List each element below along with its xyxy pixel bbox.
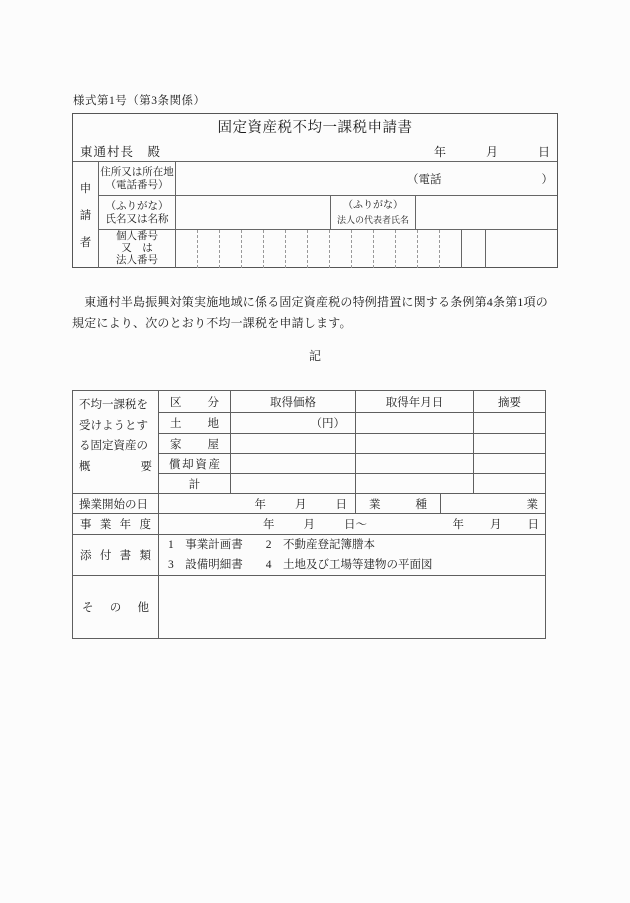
rep-name-input-area[interactable]: [416, 196, 557, 229]
total-date-cell[interactable]: [356, 474, 474, 494]
addressee-row: [73, 141, 557, 161]
digit-cell-12[interactable]: [418, 230, 440, 268]
date-year-label[interactable]: 年: [433, 144, 446, 159]
number-label-line1: 個人番号: [116, 231, 158, 242]
applicant-char-1: 申: [79, 183, 92, 195]
digit-cell-4[interactable]: [242, 230, 264, 268]
overview-label-cell: [73, 391, 159, 494]
form-title: 固定資産税不均一課税申請書: [217, 120, 413, 136]
overview-line1: 不均一課税を: [79, 399, 148, 411]
statement-line2: 規定により、次のとおり不均一課税を申請します。: [72, 316, 352, 330]
house-note-cell[interactable]: [474, 434, 546, 454]
business-year-label: 事業年度: [73, 514, 159, 535]
digit-cell-11[interactable]: [396, 230, 418, 268]
applicant-section: [73, 161, 557, 268]
form-number: 様式第1号（第3条関係）: [73, 95, 206, 107]
col-header-category: 区分: [159, 391, 231, 413]
other-input-cell[interactable]: [159, 576, 546, 639]
fy-from-group: [263, 516, 367, 532]
digit-cell-14[interactable]: [462, 230, 486, 268]
fy-from-year: 年: [263, 519, 275, 531]
attachments-line1: 1 事業計画書 2 不動産登記簿謄本: [168, 539, 375, 551]
digit-cell-9[interactable]: [352, 230, 374, 268]
fy-to-day: 日: [527, 519, 539, 531]
applicant-side-label: [73, 162, 99, 268]
house-price-cell[interactable]: [231, 434, 356, 454]
number-row: [99, 229, 557, 268]
op-year-label: 年: [254, 498, 266, 511]
address-label-line1: 住所又は所在地: [100, 166, 174, 178]
application-statement: [72, 292, 558, 334]
fy-from-day: 日～: [344, 519, 367, 531]
col-header-price: 取得価格: [231, 391, 356, 413]
attachments-row: [73, 535, 546, 576]
name-label: [99, 196, 176, 229]
asset-detail-table: [72, 390, 546, 639]
section-mark: 記: [308, 349, 321, 363]
name-row: [99, 195, 557, 229]
rep-name-label-text: 法人の代表者氏名: [336, 214, 409, 225]
house-date-cell[interactable]: [356, 434, 474, 454]
depreciable-date-cell[interactable]: [356, 454, 474, 474]
land-label: 土地: [159, 413, 231, 434]
industry-input-cell[interactable]: 業: [441, 494, 546, 514]
other-label: その他: [73, 576, 159, 639]
date-month-label[interactable]: 月: [485, 144, 498, 159]
col-header-date: 取得年月日: [356, 391, 474, 413]
business-year-cell[interactable]: [159, 514, 546, 535]
date-day-label[interactable]: 日: [537, 144, 550, 159]
op-day-label: 日: [335, 498, 347, 511]
total-price-cell[interactable]: [231, 474, 356, 494]
address-label-line2: （電話番号）: [105, 179, 169, 191]
business-year-row: [73, 514, 546, 535]
attachments-list: [159, 535, 546, 576]
operation-start-label: 操業開始の日: [73, 494, 159, 514]
furigana-label: （ふりがな）: [105, 200, 169, 212]
phone-close-paren: ）: [541, 173, 553, 186]
operation-start-date-cell[interactable]: [159, 494, 356, 514]
name-input-area[interactable]: [176, 196, 331, 229]
land-note-cell[interactable]: [474, 413, 546, 434]
rep-name-label: [331, 196, 416, 229]
number-label: [99, 230, 176, 268]
address-input-area[interactable]: [176, 162, 557, 195]
attachments-label: 添付書類: [73, 535, 159, 576]
date-fields: [434, 143, 557, 160]
fy-from-month: 月: [303, 519, 315, 531]
applicant-char-3: 者: [79, 237, 92, 249]
statement-line1: 東通村半島振興対策実施地域に係る固定資産税の特例措置に関する条例第4条第1項の: [72, 295, 549, 309]
digit-cell-5[interactable]: [264, 230, 286, 268]
rep-furigana-label: （ふりがな）: [343, 199, 403, 211]
digit-cell-6[interactable]: [286, 230, 308, 268]
op-month-label: 月: [295, 498, 307, 511]
overview-line4: 概要: [79, 460, 152, 473]
digit-cell-1[interactable]: [176, 230, 198, 268]
depreciable-price-cell[interactable]: [231, 454, 356, 474]
header-box: [72, 113, 558, 268]
digit-cell-7[interactable]: [308, 230, 330, 268]
total-label: 計: [159, 474, 231, 494]
table-header-row: [73, 391, 546, 413]
land-date-cell[interactable]: [356, 413, 474, 434]
applicant-char-2: 請: [79, 210, 92, 222]
land-price-cell[interactable]: （円）: [231, 413, 356, 434]
address-label: [99, 162, 176, 195]
number-digit-cells: [176, 230, 557, 268]
digit-cell-3[interactable]: [220, 230, 242, 268]
house-label: 家屋: [159, 434, 231, 454]
addressee: 東通村長 殿: [80, 145, 162, 159]
overview-line2: 受けようとす: [79, 419, 148, 432]
digit-cell-2[interactable]: [198, 230, 220, 268]
phone-open-paren: （電話: [407, 173, 442, 186]
digit-tail-area: [486, 230, 557, 268]
number-label-line2: 又 は: [121, 243, 153, 254]
overview-line3: る固定資産の: [79, 440, 148, 452]
address-row: [99, 162, 557, 195]
fy-to-group: [453, 516, 540, 532]
total-note-cell[interactable]: [474, 474, 546, 494]
digit-cell-8[interactable]: [330, 230, 352, 268]
attachments-line2: 3 設備明細書 4 土地及び工場等建物の平面図: [168, 559, 433, 571]
operation-start-row: [73, 494, 546, 514]
col-header-note: 摘要: [474, 391, 546, 413]
depreciable-label: 償却資産: [159, 454, 231, 474]
number-label-line3: 法人番号: [116, 255, 158, 266]
fy-to-year: 年: [452, 519, 464, 531]
digit-cell-10[interactable]: [374, 230, 396, 268]
other-row: [73, 576, 546, 639]
fy-to-month: 月: [490, 519, 502, 531]
depreciable-note-cell[interactable]: [474, 454, 546, 474]
name-label-text: 氏名又は名称: [105, 213, 169, 225]
industry-label: 業種: [356, 494, 441, 514]
digit-cell-13[interactable]: [440, 230, 462, 268]
